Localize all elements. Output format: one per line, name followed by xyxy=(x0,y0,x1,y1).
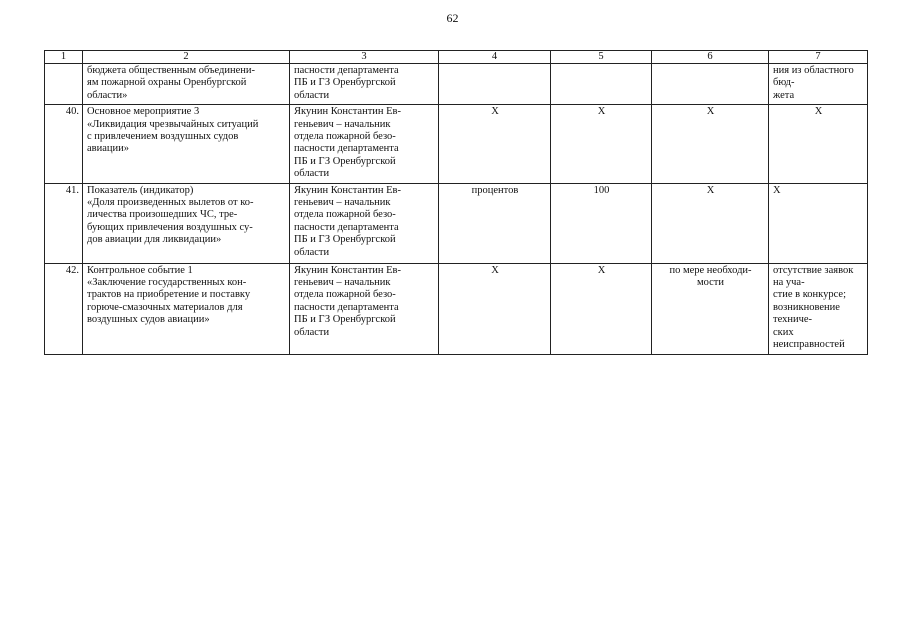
responsible-cell: Якунин Константин Ев- геньевич – начальник отдела пожарной безо- пасности департамента ПБ и ГЗ Оренбургской области xyxy=(290,105,439,183)
unit-cell xyxy=(439,64,551,105)
value-cell: X xyxy=(551,263,652,354)
column-number-row xyxy=(45,51,868,64)
header-cell: 5 xyxy=(551,51,652,64)
term-cell: X xyxy=(652,183,769,263)
value-cell xyxy=(551,64,652,105)
table-row xyxy=(45,183,868,263)
responsible-cell: пасности департамента ПБ и ГЗ Оренбургской области xyxy=(290,64,439,105)
term-cell: X xyxy=(652,105,769,183)
header-cell: 4 xyxy=(439,51,551,64)
row-number: 40. xyxy=(45,105,83,183)
note-cell: отсутствие заявок на уча- стие в конкурсе; возникновение техниче- ских неисправностей xyxy=(769,263,868,354)
row-number xyxy=(45,64,83,105)
header-cell: 1 xyxy=(45,51,83,64)
row-number: 41. xyxy=(45,183,83,263)
responsible-cell: Якунин Константин Ев- геньевич – начальник отдела пожарной безо- пасности департамента ПБ и ГЗ Оренбургской области xyxy=(290,183,439,263)
table-row xyxy=(45,263,868,354)
document-table xyxy=(44,50,868,355)
value-cell: X xyxy=(551,105,652,183)
unit-cell: X xyxy=(439,105,551,183)
item-name-cell: Контрольное событие 1 «Заключение государственных кон- трактов на приобретение и поставку горюче-смазочных материалов для воздушных судов авиации» xyxy=(83,263,290,354)
table-row xyxy=(45,64,868,105)
term-cell: по мере необходи- мости xyxy=(652,263,769,354)
page-number: 62 xyxy=(446,11,459,25)
item-name-cell: бюджета общественным объединени- ям пожарной охраны Оренбургской области» xyxy=(83,64,290,105)
note-cell: X xyxy=(769,105,868,183)
row-number: 42. xyxy=(45,263,83,354)
header-cell: 7 xyxy=(769,51,868,64)
header-cell: 3 xyxy=(290,51,439,64)
header-cell: 2 xyxy=(83,51,290,64)
note-cell: ния из областного бюд- жета xyxy=(769,64,868,105)
note-cell: X xyxy=(769,183,868,263)
value-cell: 100 xyxy=(551,183,652,263)
term-cell xyxy=(652,64,769,105)
table-row xyxy=(45,105,868,183)
item-name-cell: Показатель (индикатор) «Доля произведенных вылетов от ко- личества произошедших ЧС, тре- бующих привлечения воздушных су- дов авиации для ликвидации» xyxy=(83,183,290,263)
responsible-cell: Якунин Константин Ев- геньевич – начальник отдела пожарной безо- пасности департамента ПБ и ГЗ Оренбургской области xyxy=(290,263,439,354)
unit-cell: X xyxy=(439,263,551,354)
header-cell: 6 xyxy=(652,51,769,64)
unit-cell: процентов xyxy=(439,183,551,263)
item-name-cell: Основное мероприятие 3 «Ликвидация чрезвычайных ситуаций с привлечением воздушных судов авиации» xyxy=(83,105,290,183)
